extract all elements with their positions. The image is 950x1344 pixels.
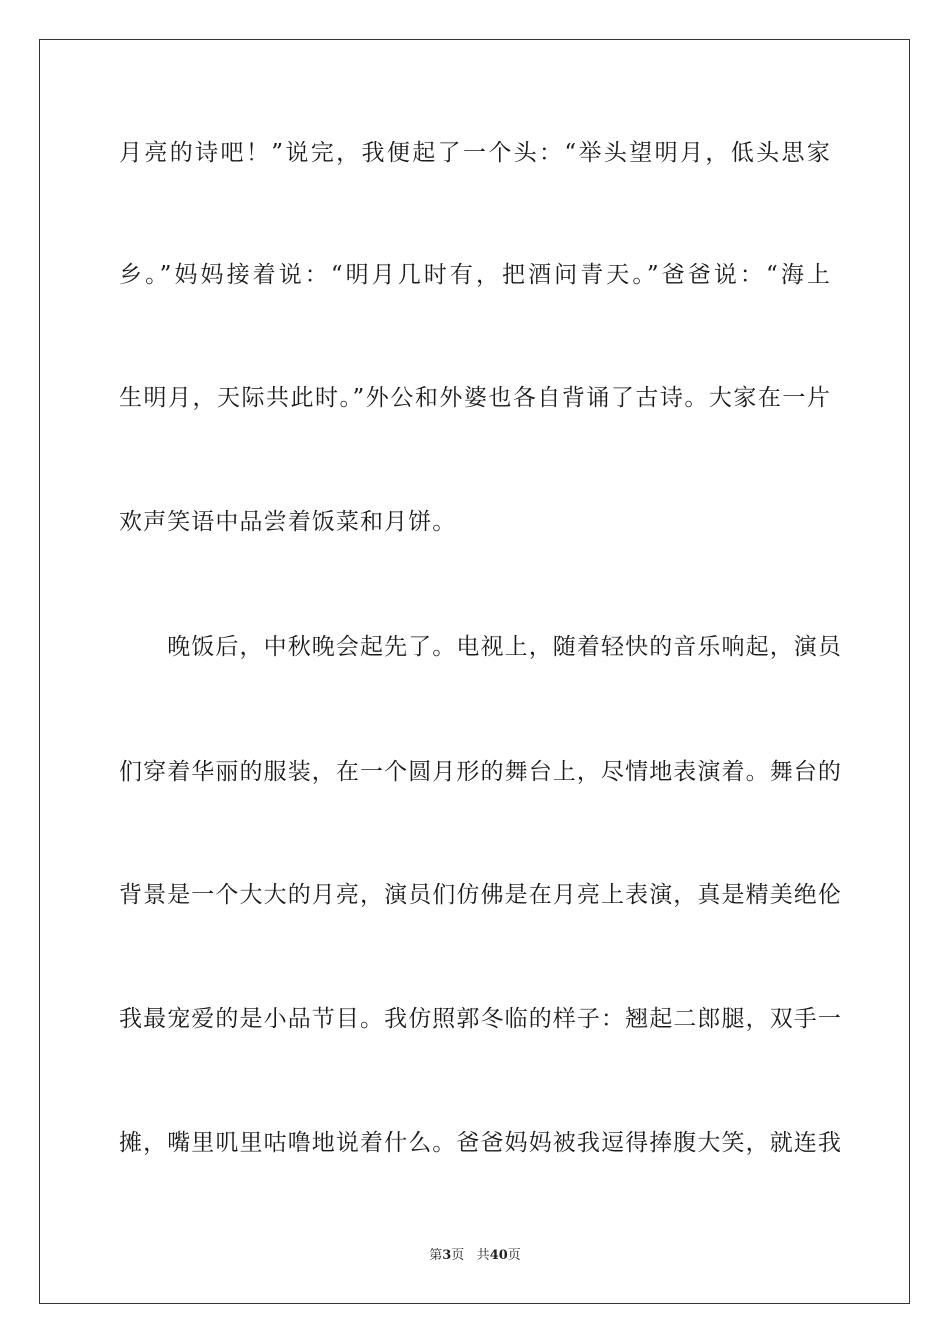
text-line: 欢声笑语中品尝着饭菜和月饼。 [119,509,457,535]
text-line: 们穿着华丽的服装，在一个圆月形的舞台上，尽情地表演着。舞台的 [119,759,842,785]
page-footer [0,1247,950,1265]
text-line: 我最宠爱的是小品节目。我仿照郭冬临的样子：翘起二郎腿，双手一 [119,1006,842,1032]
text-line: 晚饭后，中秋晚会起先了。电视上，随着轻快的音乐响起，演员 [119,634,842,660]
total-prefix: 共 [476,1248,490,1263]
page-suffix: 页 [451,1248,465,1263]
total-suffix: 页 [507,1248,521,1263]
page-prefix: 第 [429,1248,443,1263]
text-line: 摊，嘴里叽里咕噜地说着什么。爸爸妈妈被我逗得捧腹大笑，就连我 [119,1130,842,1156]
page-number: 3 [442,1248,452,1263]
text-line: 背景是一个大大的月亮，演员们仿佛是在月亮上表演，真是精美绝伦 [119,882,842,908]
total-pages: 40 [489,1248,508,1263]
text-line: 月亮的诗吧！”说完，我便起了一个头：“举头望明月，低头思家 [119,140,831,166]
text-line: 乡。”妈妈接着说：“明月几时有，把酒问青天。”爸爸说：“海上 [119,262,831,288]
page-border [39,39,910,1304]
text-line: 生明月，天际共此时。”外公和外婆也各自背诵了古诗。大家在一片 [119,385,831,411]
